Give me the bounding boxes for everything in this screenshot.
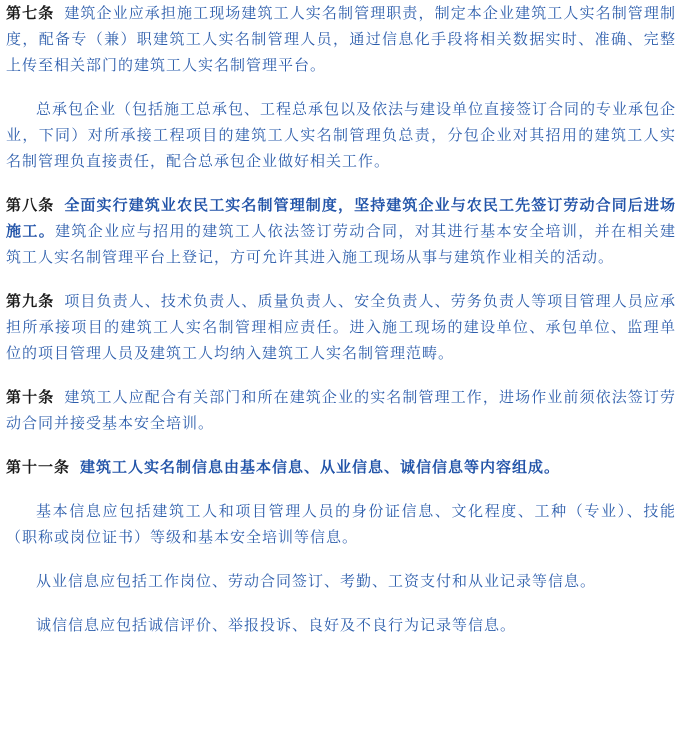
article-7-text: 建筑企业应承担施工现场建筑工人实名制管理职责，制定本企业建筑工人实名制管理制度，配备专（兼）职建筑工人实名制管理人员，通过信息化手段将相关数据实时、准确、完整上传至相关部门的建筑工人实名制管理平台。 [6, 4, 676, 74]
article-8-bold-text: 全面实行建筑业农民工实名制管理制度，坚持建筑企业与农民工先签订劳动合同后进场施工。 [6, 196, 676, 240]
article-9 [6, 288, 676, 366]
article-7-label: 第七条 [6, 4, 55, 22]
article-9-label: 第九条 [6, 292, 55, 310]
article-11 [6, 454, 676, 480]
article-10-text: 建筑工人应配合有关部门和所在建筑企业的实名制管理工作，进场作业前须依法签订劳动合同并接受基本安全培训。 [6, 388, 676, 432]
article-8-label: 第八条 [6, 196, 55, 214]
article-10 [6, 384, 676, 436]
article-9-text: 项目负责人、技术负责人、质量负责人、安全负责人、劳务负责人等项目管理人员应承担所承接项目的建筑工人实名制管理相应责任。进入施工现场的建设单位、承包单位、监理单位的项目管理人员及建筑工人均纳入建筑工人实名制管理范畴。 [6, 292, 676, 362]
article-8 [6, 192, 676, 270]
article-7 [6, 0, 676, 78]
article-11-bold-text: 建筑工人实名制信息由基本信息、从业信息、诚信信息等内容组成。 [80, 458, 561, 476]
article-8-text: 建筑企业应与招用的建筑工人依法签订劳动合同，对其进行基本安全培训，并在相关建筑工人实名制管理平台上登记，方可允许其进入施工现场从事与建筑作业相关的活动。 [6, 222, 676, 266]
article-11-paragraph-3: 从业信息应包括工作岗位、劳动合同签订、考勤、工资支付和从业记录等信息。 [36, 572, 597, 590]
article-11-label: 第十一条 [6, 458, 71, 476]
article-10-label: 第十条 [6, 388, 55, 406]
article-11-paragraph-4: 诚信信息应包括诚信评价、举报投诉、良好及不良行为记录等信息。 [36, 616, 517, 634]
article-11-paragraph-2: 基本信息应包括建筑工人和项目管理人员的身份证信息、文化程度、工种（专业）、技能（职称或岗位证书）等级和基本安全培训等信息。 [6, 502, 676, 546]
article-7-paragraph-2: 总承包企业（包括施工总承包、工程总承包以及依法与建设单位直接签订合同的专业承包企业，下同）对所承接工程项目的建筑工人实名制管理负总责，分包企业对其招用的建筑工人实名制管理负直接责任，配合总承包企业做好相关工作。 [6, 100, 677, 170]
